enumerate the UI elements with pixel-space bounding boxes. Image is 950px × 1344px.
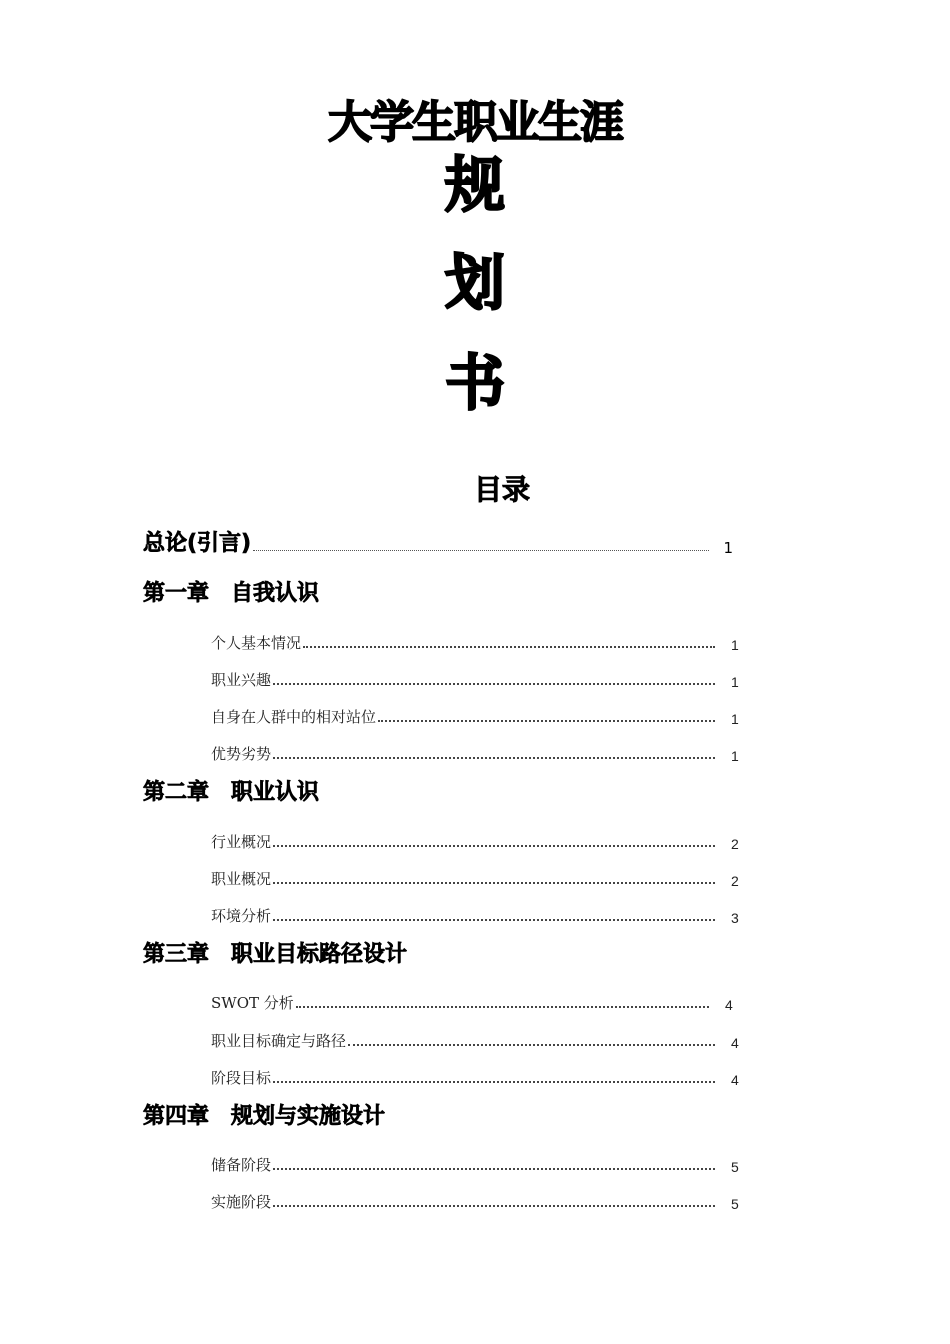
chapter-title: 职业目标路径设计 — [231, 942, 408, 967]
dot-leader — [273, 756, 715, 759]
toc-entry-label: 环境分析 — [211, 907, 272, 925]
chapter-number: 第二章 — [143, 780, 210, 805]
dot-leader — [296, 1005, 709, 1008]
toc-entry[interactable] — [211, 706, 741, 727]
toc-entry-page: 1 — [731, 711, 739, 727]
chapter-number: 第四章 — [143, 1104, 210, 1129]
toc-entry-label: 职业目标确定与路径 — [211, 1032, 347, 1050]
dot-leader — [273, 1167, 715, 1170]
toc-entry[interactable] — [211, 831, 741, 852]
toc-entry[interactable] — [211, 669, 741, 690]
title-char-2: 划 — [445, 249, 505, 319]
title-char-3: 书 — [445, 349, 505, 419]
chapter-1-heading[interactable] — [143, 576, 319, 607]
chapter-3-heading[interactable] — [143, 937, 407, 968]
toc-entry-label: 职业兴趣 — [211, 671, 272, 689]
toc-intro-page: 1 — [723, 539, 733, 557]
toc-entry-page: 5 — [731, 1196, 739, 1212]
dot-leader — [273, 844, 715, 847]
toc-entry-label: 职业概况 — [211, 870, 272, 888]
toc-entry[interactable] — [211, 743, 741, 764]
toc-entry-page: 4 — [731, 1072, 739, 1088]
toc-entry[interactable] — [211, 1191, 741, 1212]
toc-entry[interactable] — [211, 905, 741, 926]
toc-entry[interactable] — [211, 992, 735, 1013]
chapter-number: 第一章 — [143, 581, 210, 606]
dot-leader — [378, 719, 715, 722]
toc-entry[interactable] — [211, 1154, 741, 1175]
chapter-number: 第三章 — [143, 942, 210, 967]
toc-entry[interactable] — [211, 1030, 741, 1051]
toc-entry-page: 2 — [731, 873, 739, 889]
dot-leader — [273, 918, 715, 921]
dot-leader — [253, 549, 709, 551]
toc-entry-page: 2 — [731, 836, 739, 852]
dot-leader — [348, 1043, 715, 1046]
title-char-1: 规 — [445, 151, 505, 221]
toc-entry[interactable] — [211, 632, 741, 653]
toc-entry-label: 个人基本情况 — [211, 634, 302, 652]
toc-intro-label: 总论(引言) — [143, 531, 252, 556]
dot-leader — [273, 881, 715, 884]
toc-entry[interactable] — [211, 868, 741, 889]
toc-entry-page: 1 — [731, 637, 739, 653]
toc-entry-page: 3 — [731, 910, 739, 926]
toc-entry-label: 行业概况 — [211, 833, 272, 851]
toc-entry-page: 1 — [731, 748, 739, 764]
toc-entry-label: SWOT 分析 — [211, 994, 294, 1012]
chapter-title: 规划与实施设计 — [231, 1104, 386, 1129]
toc-entry-label: 储备阶段 — [211, 1156, 272, 1174]
toc-entry-label: 自身在人群中的相对站位 — [211, 708, 377, 726]
toc-entry-page: 4 — [725, 997, 733, 1013]
dot-leader — [273, 1080, 715, 1083]
chapter-title: 自我认识 — [231, 581, 320, 606]
toc-entry-label: 优势劣势 — [211, 745, 272, 763]
chapter-2-heading[interactable] — [143, 775, 319, 806]
chapter-4-heading[interactable] — [143, 1099, 385, 1130]
toc-entry-label: 阶段目标 — [211, 1069, 272, 1087]
toc-entry-page: 4 — [731, 1035, 739, 1051]
document-title: 大学生职业生涯 — [328, 97, 622, 148]
toc-entry-label: 实施阶段 — [211, 1193, 272, 1211]
dot-leader — [273, 682, 715, 685]
chapter-title: 职业认识 — [231, 780, 320, 805]
toc-entry-page: 1 — [731, 674, 739, 690]
toc-entry[interactable] — [211, 1067, 741, 1088]
toc-heading: 目录 — [474, 473, 531, 506]
dot-leader — [273, 1204, 715, 1207]
dot-leader — [303, 645, 715, 648]
toc-intro-row[interactable] — [143, 526, 733, 557]
toc-entry-page: 5 — [731, 1159, 739, 1175]
